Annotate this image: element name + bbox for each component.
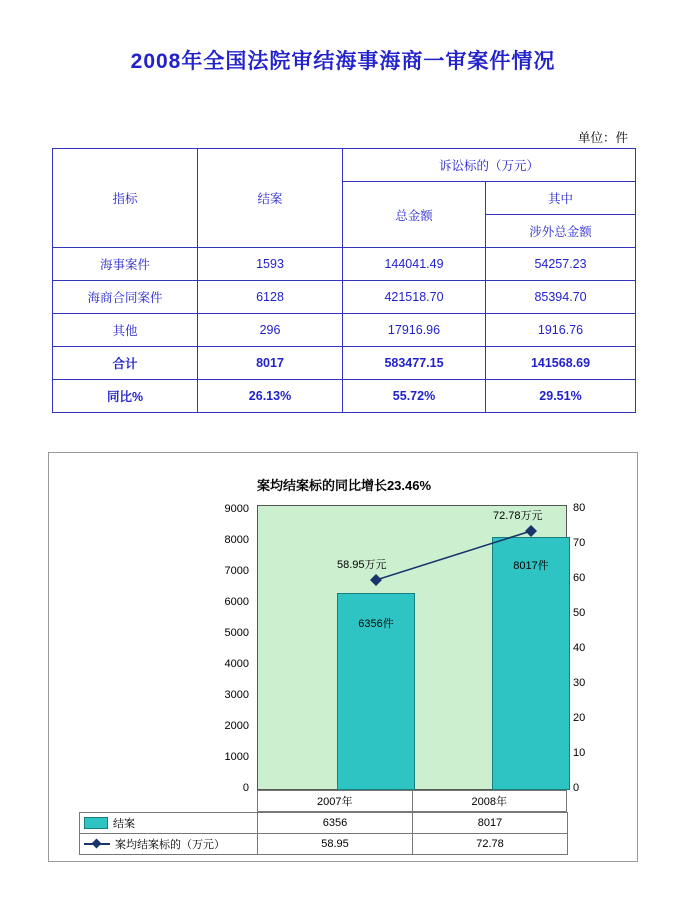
category-label-2008: 2008年 — [413, 790, 568, 812]
legend-label-line: 案均结案标的（万元） — [115, 839, 225, 851]
cell-total-amount: 144041.49 — [343, 248, 486, 281]
case-statistics-table — [52, 148, 636, 413]
y-left-tick-2: 2000 — [224, 720, 249, 732]
y-left-tick-3: 3000 — [224, 689, 249, 701]
cell-foreign-amount: 1916.76 — [486, 314, 636, 347]
y-left-tick-7: 7000 — [224, 565, 249, 577]
chart-title: 案均结案标的同比增长23.46% — [256, 478, 432, 493]
y-left-tick-4: 4000 — [224, 658, 249, 670]
line-label-2007: 58.95万元 — [337, 559, 387, 571]
y-right-tick-6: 60 — [573, 572, 586, 584]
category-label-2007: 2007年 — [257, 790, 413, 812]
page-title: 2008年全国法院审结海事海商一审案件情况 — [130, 50, 556, 73]
y-right-tick-8: 80 — [573, 502, 586, 514]
legend-label-bar: 结案 — [113, 818, 135, 830]
cell-closed: 1593 — [198, 248, 343, 281]
cell-closed: 296 — [198, 314, 343, 347]
cell-indicator: 海事案件 — [53, 248, 198, 281]
y-right-tick-2: 20 — [573, 712, 586, 724]
header-amount-group: 诉讼标的（万元） — [343, 149, 636, 182]
unit-note: 单位：件 — [577, 131, 628, 145]
legend-row-bar — [80, 813, 568, 834]
y-left-tick-9: 9000 — [224, 503, 249, 515]
bar-swatch-icon — [84, 817, 108, 829]
legend-value-2008-bar: 8017 — [413, 813, 568, 834]
table-row-total — [53, 347, 636, 380]
table-row — [53, 314, 636, 347]
cell-total-amount: 421518.70 — [343, 281, 486, 314]
cell-foreign-amount: 54257.23 — [486, 248, 636, 281]
cell-indicator: 同比% — [53, 380, 198, 413]
header-total-amount: 总金额 — [343, 182, 486, 248]
legend-key-bar — [80, 813, 258, 834]
cell-foreign-amount: 29.51% — [486, 380, 636, 413]
y-left-tick-5: 5000 — [224, 627, 249, 639]
bar-label-2007: 6356件 — [358, 618, 394, 630]
data-table-container — [52, 148, 635, 413]
line-label-2008: 72.78万元 — [493, 510, 543, 522]
table-row — [53, 281, 636, 314]
y-right-tick-1: 10 — [573, 747, 586, 759]
y-right-tick-7: 70 — [573, 537, 586, 549]
legend-row-line — [80, 834, 568, 855]
header-among-which: 其中 — [486, 182, 636, 215]
cell-closed: 8017 — [198, 347, 343, 380]
y-left-tick-0: 0 — [242, 782, 249, 794]
line-marker-icon — [84, 839, 110, 849]
cell-foreign-amount: 85394.70 — [486, 281, 636, 314]
header-closed: 结案 — [198, 149, 343, 248]
table-row — [53, 248, 636, 281]
cell-total-amount: 55.72% — [343, 380, 486, 413]
cell-closed: 26.13% — [198, 380, 343, 413]
table-header-row-1 — [53, 149, 636, 182]
y-right-tick-3: 30 — [573, 677, 586, 689]
legend-value-2007-bar: 6356 — [258, 813, 413, 834]
legend-value-2007-line: 58.95 — [258, 834, 413, 855]
cell-total-amount: 583477.15 — [343, 347, 486, 380]
cell-indicator: 海商合同案件 — [53, 281, 198, 314]
legend-value-2008-line: 72.78 — [413, 834, 568, 855]
chart-legend-table — [79, 812, 568, 855]
y-left-tick-1: 1000 — [224, 751, 249, 763]
chart-panel — [48, 452, 638, 862]
y-left-tick-6: 6000 — [224, 596, 249, 608]
header-foreign-amount: 涉外总金额 — [486, 215, 636, 248]
y-right-tick-5: 50 — [573, 607, 586, 619]
legend-key-line — [80, 834, 258, 855]
cell-indicator: 合计 — [53, 347, 198, 380]
table-row-yoy — [53, 380, 636, 413]
y-right-tick-0: 0 — [573, 782, 580, 794]
cell-total-amount: 17916.96 — [343, 314, 486, 347]
cell-indicator: 其他 — [53, 314, 198, 347]
bar-label-2008: 8017件 — [513, 560, 549, 572]
cell-closed: 6128 — [198, 281, 343, 314]
header-indicator: 指标 — [53, 149, 198, 248]
y-left-tick-8: 8000 — [224, 534, 249, 546]
y-right-tick-4: 40 — [573, 642, 586, 654]
cell-foreign-amount: 141568.69 — [486, 347, 636, 380]
category-axis — [257, 790, 567, 812]
